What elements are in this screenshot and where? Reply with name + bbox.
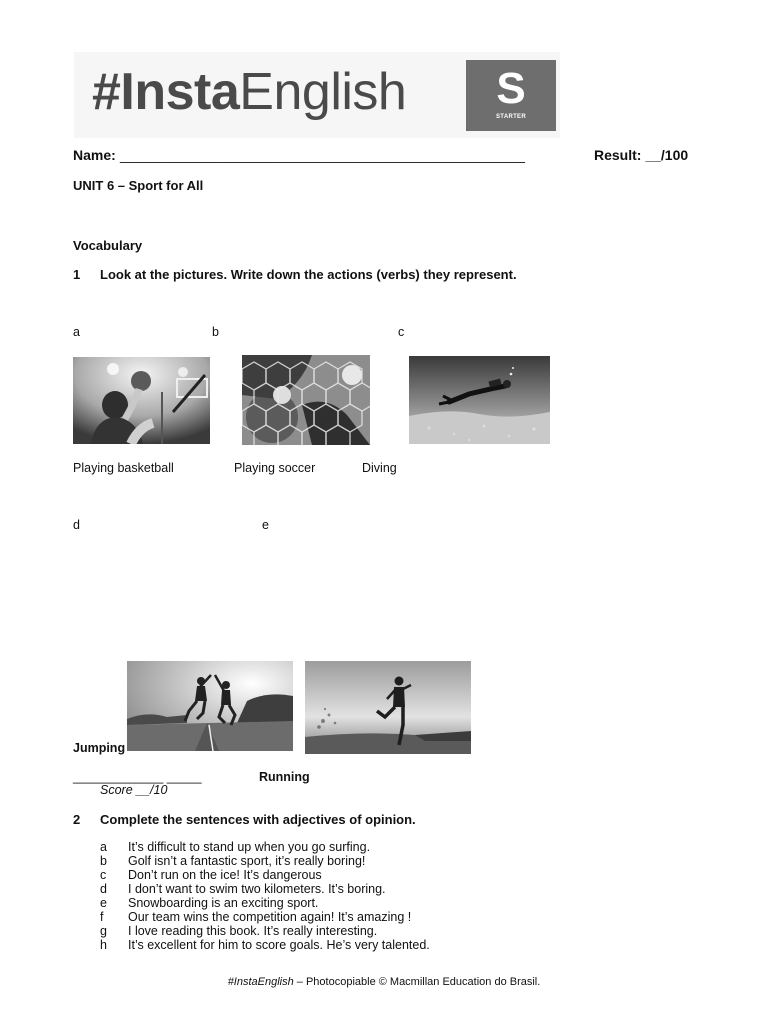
list-item: f Our team wins the competition again! It’s amazing ! <box>100 910 412 924</box>
level-word: STARTER <box>496 114 526 120</box>
answer-b: Playing soccer <box>234 461 316 475</box>
section-title: Vocabulary <box>73 238 143 253</box>
name-line: ____________________________________________________ <box>120 147 525 163</box>
list-item: e Snowboarding is an exciting sport. <box>100 896 319 910</box>
basketball-photo <box>73 357 210 444</box>
soccer-photo <box>242 355 370 445</box>
list-item: d I don’t want to swim two kilometers. It’s boring. <box>100 882 386 896</box>
footer-text: – Photocopiable © Macmillan Education do Brasil. <box>293 976 541 988</box>
list-item: c Don’t run on the ice! It’s dangerous <box>100 868 322 882</box>
insta-english-logo: #InstaEnglish <box>92 63 407 121</box>
answer-line: _____________ _____ <box>73 770 202 784</box>
item-letter-e: e <box>262 518 269 532</box>
level-badge <box>466 60 556 131</box>
list-item: b Golf isn’t a fantastic sport, it’s really boring! <box>100 854 366 868</box>
page-footer <box>0 976 768 989</box>
item-letter-c: c <box>398 325 405 339</box>
answer-e: Running <box>259 770 310 784</box>
result-label: Result: __/100 <box>594 147 689 163</box>
answer-a: Playing basketball <box>73 461 174 475</box>
exercise-1-score: Score __/10 <box>100 783 168 797</box>
diving-photo <box>409 356 550 444</box>
list-item: a It’s difficult to stand up when you go surfing. <box>100 840 371 854</box>
exercise-1-instruction: Look at the pictures. Write down the actions (verbs) they represent. <box>100 267 517 282</box>
jumping-photo <box>127 661 293 751</box>
answer-c: Diving <box>362 461 397 475</box>
name-label: Name: <box>73 147 116 163</box>
footer-brand: #InstaEnglish <box>227 976 294 988</box>
exercise-2-instruction: Complete the sentences with adjectives of opinion. <box>100 812 416 827</box>
item-letter-d: d <box>73 518 80 532</box>
level-letter: S <box>496 64 526 113</box>
answer-d: Jumping <box>73 741 126 755</box>
exercise-2-number: 2 <box>73 812 81 827</box>
unit-title: UNIT 6 – Sport for All <box>73 178 204 193</box>
item-letter-a: a <box>73 325 80 339</box>
running-photo <box>305 661 471 754</box>
item-letter-b: b <box>212 325 219 339</box>
list-item: g I love reading this book. It’s really interesting. <box>100 924 378 938</box>
exercise-1-number: 1 <box>73 267 81 282</box>
list-item: h It’s excellent for him to score goals. He’s very talented. <box>100 938 430 952</box>
